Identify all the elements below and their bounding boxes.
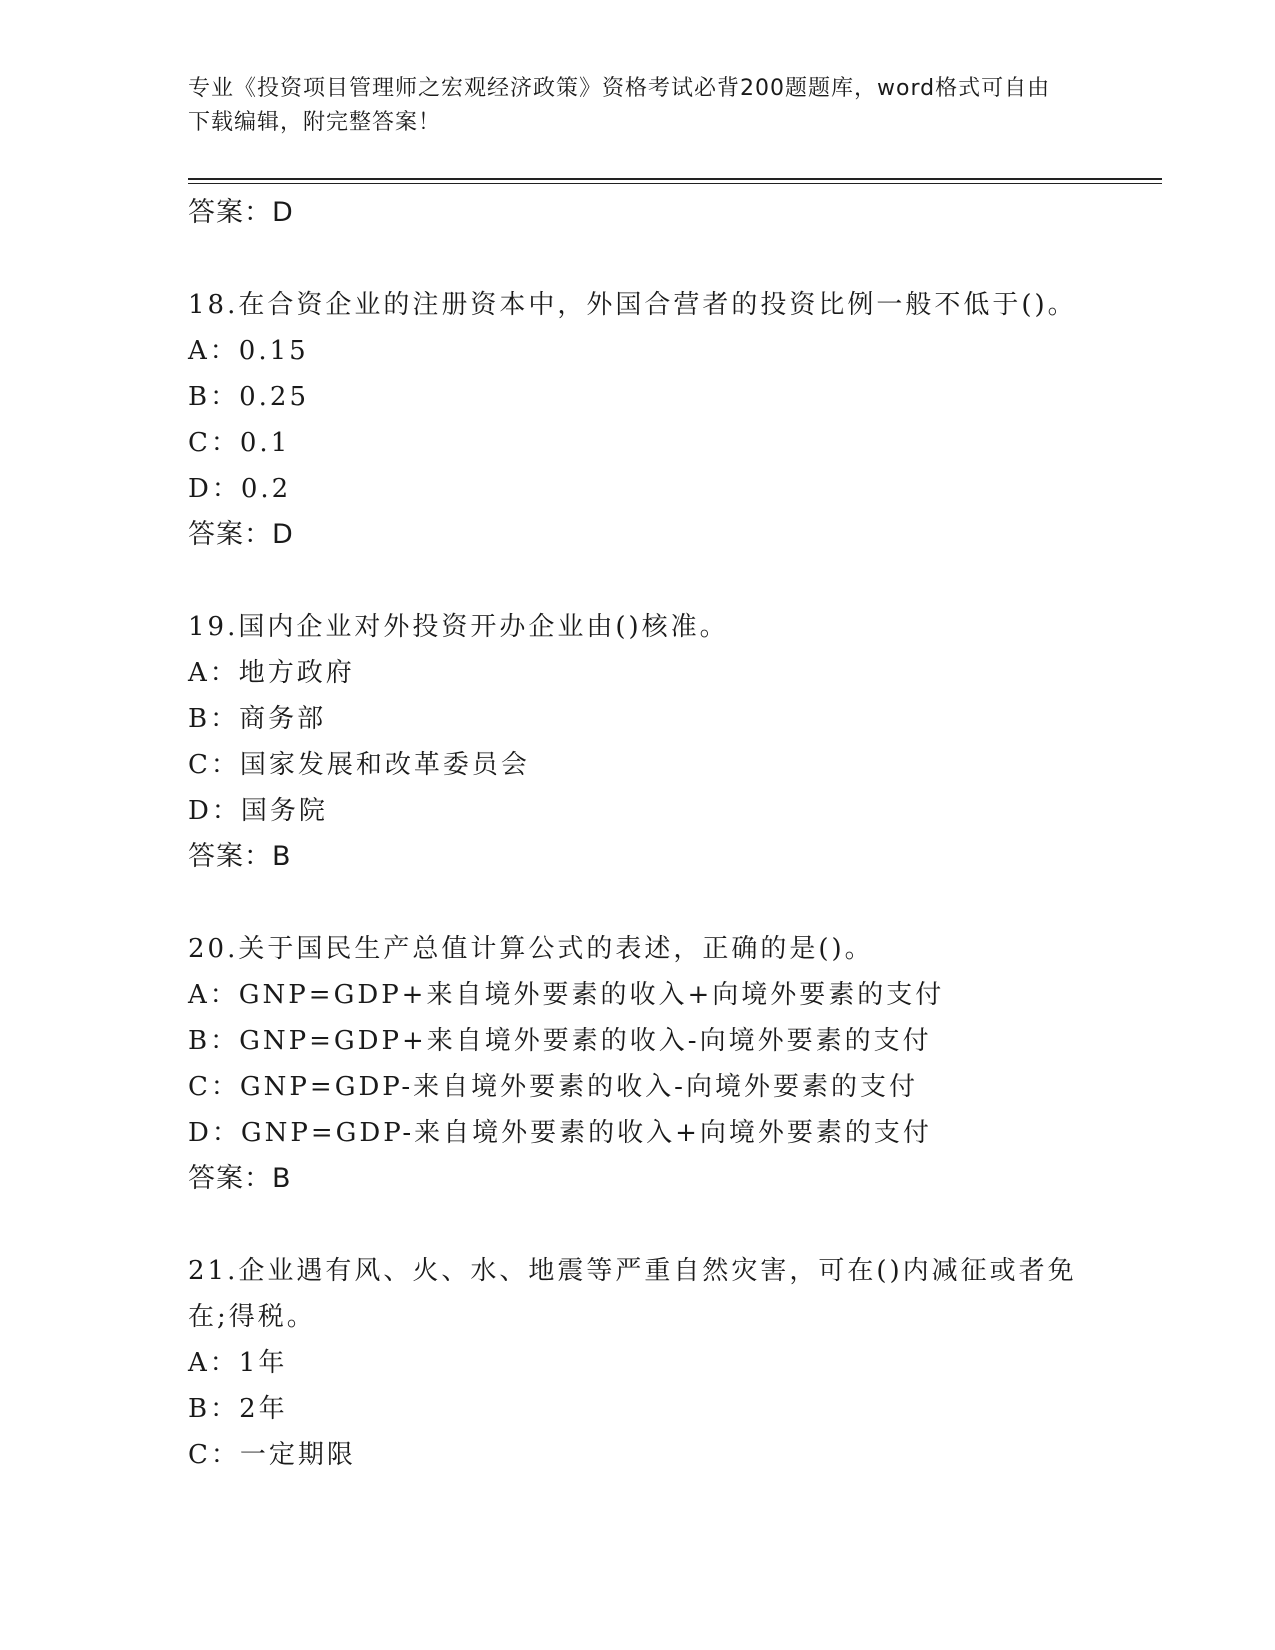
header-rule-thin <box>188 183 1162 184</box>
answer-line: 答案：D <box>188 519 294 550</box>
header-rule <box>188 178 1162 180</box>
option-a: A：0.15 <box>188 336 309 366</box>
question-stem: 21.企业遇有风、火、水、地震等严重自然灾害，可在()内减征或者免在;得税。 <box>188 1256 1077 1332</box>
option-b: B：商务部 <box>188 704 327 734</box>
option-b: B：0.25 <box>188 382 309 412</box>
document-header: 专业《投资项目管理师之宏观经济政策》资格考试必背200题题库，word格式可自由下载编辑，附完整答案！ <box>188 76 1051 135</box>
option-c: C：0.1 <box>188 428 291 458</box>
option-b: B：2年 <box>188 1394 288 1424</box>
question-18 <box>188 282 1088 558</box>
option-c: C：GNP=GDP-来自境外要素的收入-向境外要素的支付 <box>188 1072 918 1102</box>
option-a: A：1年 <box>188 1348 288 1378</box>
answer-line: 答案：B <box>188 841 292 872</box>
answer-line: 答案：D <box>188 197 294 228</box>
option-c: C：国家发展和改革委员会 <box>188 750 530 780</box>
option-d: D：GNP=GDP-来自境外要素的收入+向境外要素的支付 <box>188 1118 932 1148</box>
option-a: A：地方政府 <box>188 658 355 688</box>
question-stem: 20.关于国民生产总值计算公式的表述，正确的是()。 <box>188 934 874 964</box>
option-d: D：国务院 <box>188 796 328 826</box>
question-21 <box>188 1248 1088 1478</box>
option-d: D：0.2 <box>188 474 292 504</box>
question-20 <box>188 926 1088 1202</box>
question-list <box>188 190 1088 1478</box>
answer-line: 答案：B <box>188 1163 292 1194</box>
option-a: A：GNP=GDP+来自境外要素的收入+向境外要素的支付 <box>188 980 945 1010</box>
option-b: B：GNP=GDP+来自境外要素的收入-向境外要素的支付 <box>188 1026 932 1056</box>
question-stem: 18.在合资企业的注册资本中，外国合营者的投资比例一般不低于()。 <box>188 290 1077 320</box>
option-c: C：一定期限 <box>188 1440 356 1470</box>
question-19 <box>188 604 1088 880</box>
question-stem: 19.国内企业对外投资开办企业由()核准。 <box>188 612 729 642</box>
